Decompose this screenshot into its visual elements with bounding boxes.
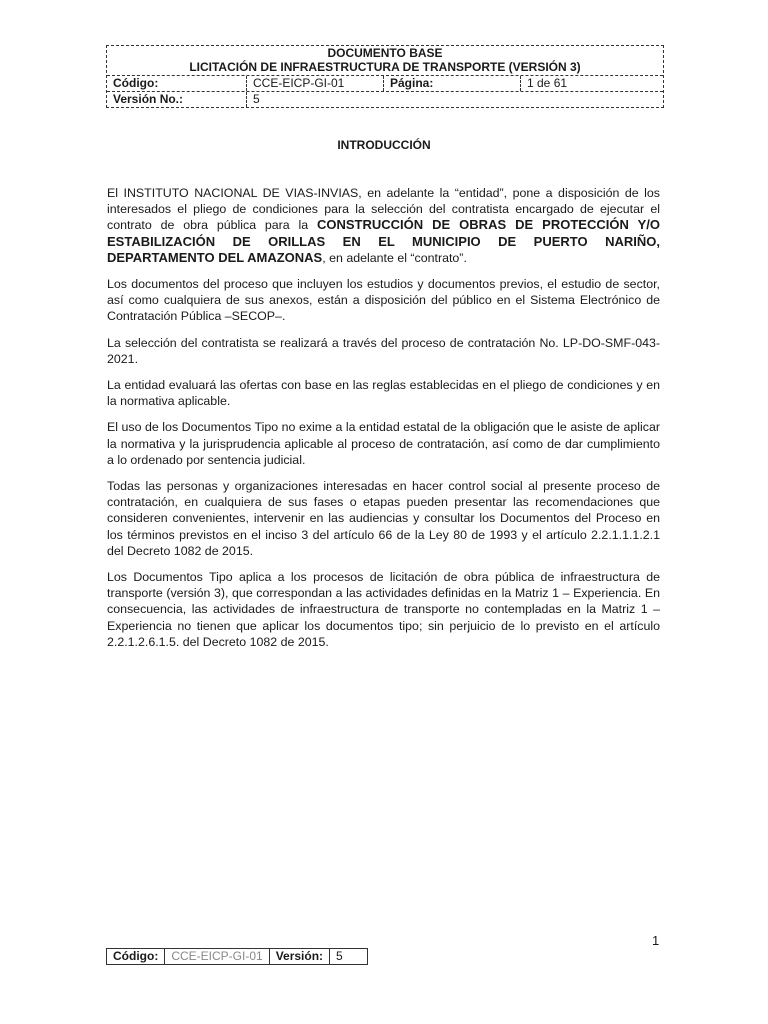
footer-codigo-value: CCE-EICP-GI-01: [165, 949, 269, 964]
paragraph-4: La entidad evaluará las ofertas con base en las reglas establecidas en el pliego de condiciones y en la normativa aplicable.: [107, 378, 660, 409]
footer-codigo-label: Código:: [107, 949, 165, 964]
header-codigo-value: CCE-EICP-GI-01: [247, 76, 384, 91]
header-pagina-value: 1 de 61: [527, 76, 568, 90]
paragraph-2: Los documentos del proceso que incluyen los estudios y documentos previos, el estudio de sector, así como cualquiera de sus anexos, están a disposición del público en el Sistema Electrónico de Contratación Pública –SECOP–.: [107, 277, 660, 324]
header-codigo-label: Código:: [107, 76, 247, 91]
header-title-line1: DOCUMENTO BASE: [327, 46, 443, 60]
header-title: [107, 46, 663, 76]
body-text: [107, 185, 660, 660]
paragraph-1-bold-text: CONSTRUCCIÓN DE OBRAS DE PROTECCIÓN Y/O ESTABILIZACIÓN DE ORILLAS EN EL MUNICIPIO DE PUERTO NARIÑO, DEPARTAMENTO DEL AMAZONAS: [107, 217, 660, 265]
paragraph-5: El uso de los Documentos Tipo no exime a la entidad estatal de la obligación que le asiste de aplicar la normativa y la jurisprudencia aplicable al proceso de contratación, así como de dar cumplimiento a lo ordenado por sentencia judicial.: [107, 420, 660, 467]
paragraph-1-text-b: , en adelante el “contrato”.: [322, 250, 467, 265]
footer-version-value: 5: [336, 949, 343, 963]
paragraph-3: La selección del contratista se realizará a través del proceso de contratación No. LP-DO-SMF-043-2021.: [107, 335, 660, 366]
header-version-value: 5: [253, 92, 260, 106]
header-title-line2: LICITACIÓN DE INFRAESTRUCTURA DE TRANSPORTE (VERSIÓN 3): [189, 60, 581, 74]
paragraph-1-text-a: El INSTITUTO NACIONAL DE VIAS-INVIAS, en adelante la “entidad”, pone a disposición de los interesados el pliego de condiciones para la selección del contratista encargado de ejecutar el contrato de obra pública para la: [107, 186, 660, 233]
page-number: 1: [652, 933, 660, 948]
section-heading: INTRODUCCIÓN: [337, 138, 431, 152]
footer-version-label: Versión:: [270, 949, 330, 964]
footer-table: [106, 948, 368, 965]
header-table: [106, 45, 664, 108]
header-pagina-label: Página:: [384, 76, 521, 91]
header-code-row: [107, 76, 663, 92]
header-version-row: [107, 92, 663, 107]
header-version-label: Versión No.:: [107, 92, 247, 107]
paragraph-6: Todas las personas y organizaciones interesadas en hacer control social al presente proceso de contratación, en cualquiera de sus fases o etapas pueden presentar las recomendaciones que consideren convenientes, intervenir en las audiencias y consultar los Documentos del Proceso en los términos previstos en el inciso 3 del artículo 66 de la Ley 80 de 1993 y el artículo 2.2.1.1.1.2.1 del Decreto 1082 de 2015.: [107, 479, 660, 558]
paragraph-1: [107, 185, 660, 266]
paragraph-7: Los Documentos Tipo aplica a los procesos de licitación de obra pública de infraestructura de transporte (versión 3), que correspondan a las actividades definidas en la Matriz 1 – Experiencia. En consecuencia, las actividades de infraestructura de transporte no contempladas en la Matriz 1 – Experiencia no tienen que aplicar los documentos tipo; sin perjuicio de lo previsto en el artículo 2.2.1.2.6.1.5. del Decreto 1082 de 2015.: [107, 570, 660, 649]
